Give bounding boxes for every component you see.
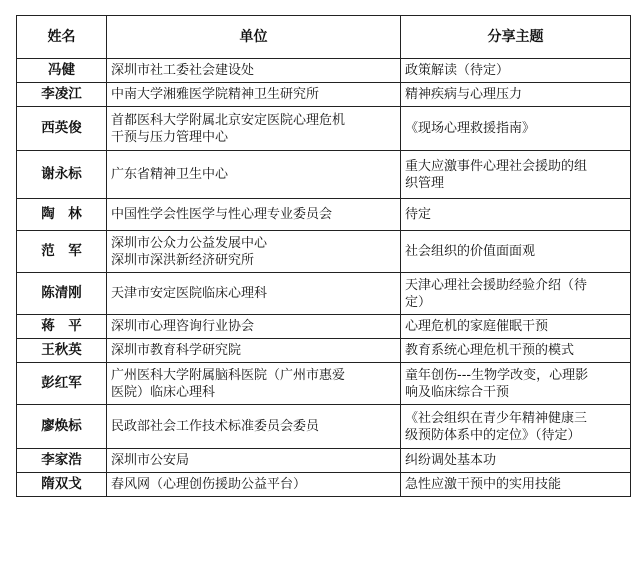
header-topic: 分享主题 [401, 16, 631, 59]
speaker-topic [401, 59, 631, 83]
speaker-org [107, 273, 401, 315]
topic-line: 定） [405, 294, 432, 310]
org-line: 深圳市公安局 [111, 453, 190, 468]
speaker-name: 陶 林 [17, 199, 107, 231]
speaker-org [107, 199, 401, 231]
speaker-name: 蒋 平 [17, 315, 107, 339]
table-row [17, 273, 631, 315]
header-row [17, 16, 631, 59]
topic-line: 织管理 [405, 175, 445, 191]
table-row [17, 315, 631, 339]
org-line: 深圳市心理咨询行业协会 [111, 319, 255, 334]
topic-line: 《现场心理救援指南》 [405, 121, 536, 136]
topic-line: 《社会组织在青少年精神健康三 [405, 410, 588, 426]
speaker-org [107, 449, 401, 473]
speaker-name: 王秋英 [17, 339, 107, 363]
topic-line: 重大应激事件心理社会援助的组 [405, 158, 588, 174]
topic-line: 纠纷调处基本功 [405, 453, 497, 468]
speaker-name: 彭红军 [17, 363, 107, 405]
org-line: 首都医科大学附属北京安定医院心理危机 [111, 112, 346, 128]
org-line: 深圳市深洪新经济研究所 [111, 252, 255, 268]
speaker-topic [401, 199, 631, 231]
org-line: 中国性学会性医学与性心理专业委员会 [111, 207, 333, 222]
speaker-topic [401, 339, 631, 363]
topic-line: 社会组织的价值面面观 [405, 244, 536, 259]
topic-line: 响及临床综合干预 [405, 384, 510, 400]
speaker-org [107, 339, 401, 363]
org-line: 医院）临床心理科 [111, 384, 216, 400]
speaker-org [107, 363, 401, 405]
speaker-table [16, 15, 631, 497]
header-org: 单位 [107, 16, 401, 59]
speaker-name: 陈清刚 [17, 273, 107, 315]
table-row [17, 473, 631, 497]
topic-line: 待定 [405, 207, 432, 222]
speaker-name: 范 军 [17, 231, 107, 273]
org-line: 中南大学湘雅医学院精神卫生研究所 [111, 87, 320, 102]
topic-line: 政策解读（待定） [405, 63, 510, 78]
org-line: 春风网（心理创伤援助公益平台） [111, 477, 307, 492]
speaker-topic [401, 231, 631, 273]
header-name: 姓名 [17, 16, 107, 59]
org-line: 广东省精神卫生中心 [111, 167, 229, 182]
speaker-org [107, 107, 401, 151]
speaker-name: 李家浩 [17, 449, 107, 473]
speaker-topic [401, 273, 631, 315]
table-row [17, 151, 631, 199]
org-line: 深圳市公众力公益发展中心 [111, 235, 268, 251]
speaker-org [107, 59, 401, 83]
speaker-topic [401, 449, 631, 473]
speaker-topic [401, 151, 631, 199]
speaker-name: 隋双戈 [17, 473, 107, 497]
table-row [17, 339, 631, 363]
speaker-org [107, 473, 401, 497]
speaker-org [107, 83, 401, 107]
speaker-topic [401, 315, 631, 339]
speaker-topic [401, 107, 631, 151]
speaker-name: 廖焕标 [17, 405, 107, 449]
org-line: 干预与压力管理中心 [111, 129, 229, 145]
speaker-topic [401, 473, 631, 497]
topic-line: 精神疾病与心理压力 [405, 87, 523, 102]
table-row [17, 231, 631, 273]
topic-line: 教育系统心理危机干预的模式 [405, 343, 575, 358]
table-row [17, 363, 631, 405]
speaker-topic [401, 405, 631, 449]
speaker-name: 冯健 [17, 59, 107, 83]
org-line: 天津市安定医院临床心理科 [111, 286, 268, 301]
table-row [17, 59, 631, 83]
table-row [17, 107, 631, 151]
topic-line: 急性应激干预中的实用技能 [405, 477, 562, 492]
speaker-org [107, 231, 401, 273]
org-line: 深圳市教育科学研究院 [111, 343, 242, 358]
speaker-name: 西英俊 [17, 107, 107, 151]
speaker-org [107, 315, 401, 339]
topic-line: 级预防体系中的定位》（待定） [405, 427, 581, 443]
speaker-org [107, 405, 401, 449]
speaker-name: 谢永标 [17, 151, 107, 199]
table-row [17, 83, 631, 107]
org-line: 民政部社会工作技术标准委员会委员 [111, 419, 320, 434]
speaker-topic [401, 363, 631, 405]
speaker-org [107, 151, 401, 199]
topic-line: 童年创伤---生物学改变，心理影 [405, 367, 589, 383]
speaker-name: 李凌江 [17, 83, 107, 107]
topic-line: 天津心理社会援助经验介绍（待 [405, 277, 588, 293]
table-row [17, 199, 631, 231]
org-line: 广州医科大学附属脑科医院（广州市惠爱 [111, 367, 346, 383]
table-row [17, 405, 631, 449]
topic-line: 心理危机的家庭催眠干预 [405, 319, 549, 334]
org-line: 深圳市社工委社会建设处 [111, 63, 255, 78]
table-body [17, 59, 631, 497]
speaker-topic [401, 83, 631, 107]
table-row [17, 449, 631, 473]
